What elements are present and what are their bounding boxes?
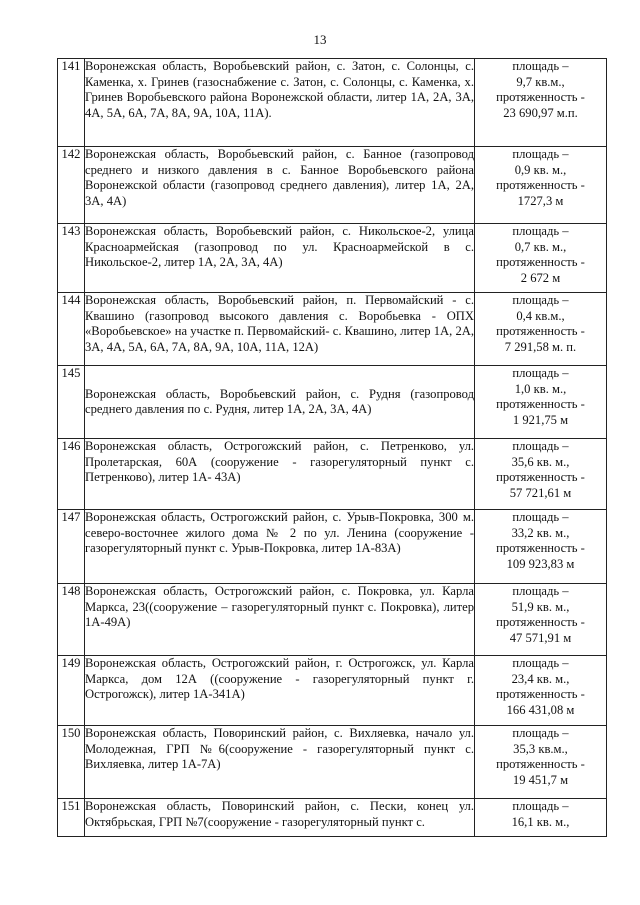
object-address: Воронежская область, Воробьевский район, п. Первомайский - с. Квашино (газопровод высокого давления с. Воробьевка - ОПХ «Воробьевское» на участке п. Первомайский- с. Квашино, литер 1А, 2А, 3А, 4А, 5А, 6А, 7А, 8А, 9А, 10А, 11А, 12А) (85, 293, 475, 366)
table-row (58, 799, 607, 837)
object-measurements (475, 726, 607, 799)
area-value: 35,3 кв.м., (513, 741, 568, 756)
row-number: 143 (58, 224, 85, 293)
length-label: протяженность - (496, 255, 585, 269)
row-number: 141 (58, 59, 85, 147)
length-label: протяженность - (496, 757, 585, 771)
area-value: 0,9 кв. м., (514, 162, 567, 177)
object-measurements (475, 147, 607, 224)
object-address: Воронежская область, Воробьевский район, с. Никольское-2, улица Красноармейская (газопровод по ул. Красноармейской в с. Никольское-2, литер 1А, 2А, 3А, 4А) (85, 224, 475, 293)
table-row (58, 366, 607, 439)
length-label: протяженность - (496, 615, 585, 629)
length-label: протяженность - (496, 90, 585, 104)
object-measurements (475, 293, 607, 366)
length-label: протяженность - (496, 178, 585, 192)
area-label: площадь – (512, 293, 569, 307)
row-number: 144 (58, 293, 85, 366)
table-row (58, 726, 607, 799)
area-value: 33,2 кв. м., (511, 525, 570, 540)
length-label: протяженность - (496, 687, 585, 701)
length-label: протяженность - (496, 541, 585, 555)
area-value: 23,4 кв. м., (511, 671, 570, 686)
table-row (58, 510, 607, 584)
table-row (58, 147, 607, 224)
length-value: 109 923,83 м (506, 556, 575, 571)
object-address: Воронежская область, Острогожский район, г. Острогожск, ул. Карла Маркса, дом 12А ((сооружение - газорегуляторный пункт г. Острогожск), литер 1А-341А) (85, 656, 475, 726)
length-value: 23 690,97 м.п. (503, 105, 578, 120)
table-row (58, 584, 607, 656)
object-measurements (475, 510, 607, 584)
length-value: 7 291,58 м. п. (504, 339, 577, 354)
object-address: Воронежская область, Поворинский район, с. Пески, конец ул. Октябрьская, ГРП №7(сооружение - газорегуляторный пункт с. (85, 799, 475, 837)
area-label: площадь – (512, 799, 569, 813)
area-label: площадь – (512, 726, 569, 740)
length-value: 166 431,08 м (506, 702, 575, 717)
area-value: 51,9 кв. м., (511, 599, 570, 614)
area-label: площадь – (512, 584, 569, 598)
area-value: 0,4 кв.м., (516, 308, 565, 323)
object-measurements (475, 366, 607, 439)
object-measurements (475, 799, 607, 837)
row-number: 145 (58, 366, 85, 439)
row-number: 151 (58, 799, 85, 837)
area-label: площадь – (512, 439, 569, 453)
object-address: Воронежская область, Острогожский район, с. Петренково, ул. Пролетарская, 60А (сооружение - газорегуляторный пункт с. Петренково), литер 1А- 43А) (85, 439, 475, 510)
object-address: Воронежская область, Воробьевский район, с. Банное (газопровод среднего и низкого давления в с. Банное Воробьевского района Воронежской области (газопровод среднего давления), литер 1А, 2А, 3А, 4А) (85, 147, 475, 224)
length-label: протяженность - (496, 324, 585, 338)
area-value: 0,7 кв. м., (514, 239, 567, 254)
table-row (58, 59, 607, 147)
object-measurements (475, 224, 607, 293)
object-measurements (475, 59, 607, 147)
object-address: Воронежская область, Острогожский район, с. Урыв-Покровка, 300 м. северо-восточнее жилого дома № 2 по ул. Ленина (сооружение - газорегуляторный пункт с. Урыв-Покровка, литер 1А-83А) (85, 510, 475, 584)
table-row (58, 224, 607, 293)
table-row (58, 439, 607, 510)
row-number: 149 (58, 656, 85, 726)
table-row (58, 656, 607, 726)
row-number: 147 (58, 510, 85, 584)
length-value: 47 571,91 м (509, 630, 572, 645)
area-label: площадь – (512, 366, 569, 380)
object-address: Воронежская область, Воробьевский район, с. Затон, с. Солонцы, с. Каменка, х. Гринев (газоснабжение с. Затон, с. Солонцы, с. Каменка, х. Гринев Воробьевского района Воронежской области, литер 1А, 2А, 3А, 4А, 5А, 6А, 7А, 8А, 9А, 10А, 11А). (85, 59, 475, 147)
table-row (58, 293, 607, 366)
area-label: площадь – (512, 656, 569, 670)
length-value: 19 451,7 м (512, 772, 569, 787)
area-label: площадь – (512, 147, 569, 161)
length-value: 1727,3 м (517, 193, 564, 208)
page-number: 13 (313, 32, 327, 47)
object-measurements (475, 656, 607, 726)
object-measurements (475, 584, 607, 656)
row-number: 146 (58, 439, 85, 510)
area-value: 1,0 кв. м., (514, 381, 567, 396)
length-label: протяженность - (496, 470, 585, 484)
length-value: 1 921,75 м (512, 412, 569, 427)
row-number: 148 (58, 584, 85, 656)
area-value: 35,6 кв. м., (511, 454, 570, 469)
objects-table (57, 58, 607, 837)
length-value: 2 672 м (520, 270, 561, 285)
area-label: площадь – (512, 510, 569, 524)
length-value: 57 721,61 м (509, 485, 572, 500)
row-number: 150 (58, 726, 85, 799)
object-address: Воронежская область, Острогожский район, с. Покровка, ул. Карла Маркса, 23((сооружение – газорегуляторный пункт с. Покровка), литер 1А-49А) (85, 584, 475, 656)
object-measurements (475, 439, 607, 510)
row-number: 142 (58, 147, 85, 224)
object-address: Воронежская область, Воробьевский район, с. Рудня (газопровод среднего давления по с. Рудня, литер 1А, 2А, 3А, 4А) (85, 366, 475, 439)
area-label: площадь – (512, 224, 569, 238)
area-value: 16,1 кв. м., (511, 814, 570, 829)
length-label: протяженность - (496, 397, 585, 411)
area-value: 9,7 кв.м., (516, 74, 565, 89)
object-address: Воронежская область, Поворинский район, с. Вихляевка, начало ул. Молодежная, ГРП №6(сооружение - газорегуляторный пункт с. Вихляевка, литер 1А-7А) (85, 726, 475, 799)
area-label: площадь – (512, 59, 569, 73)
